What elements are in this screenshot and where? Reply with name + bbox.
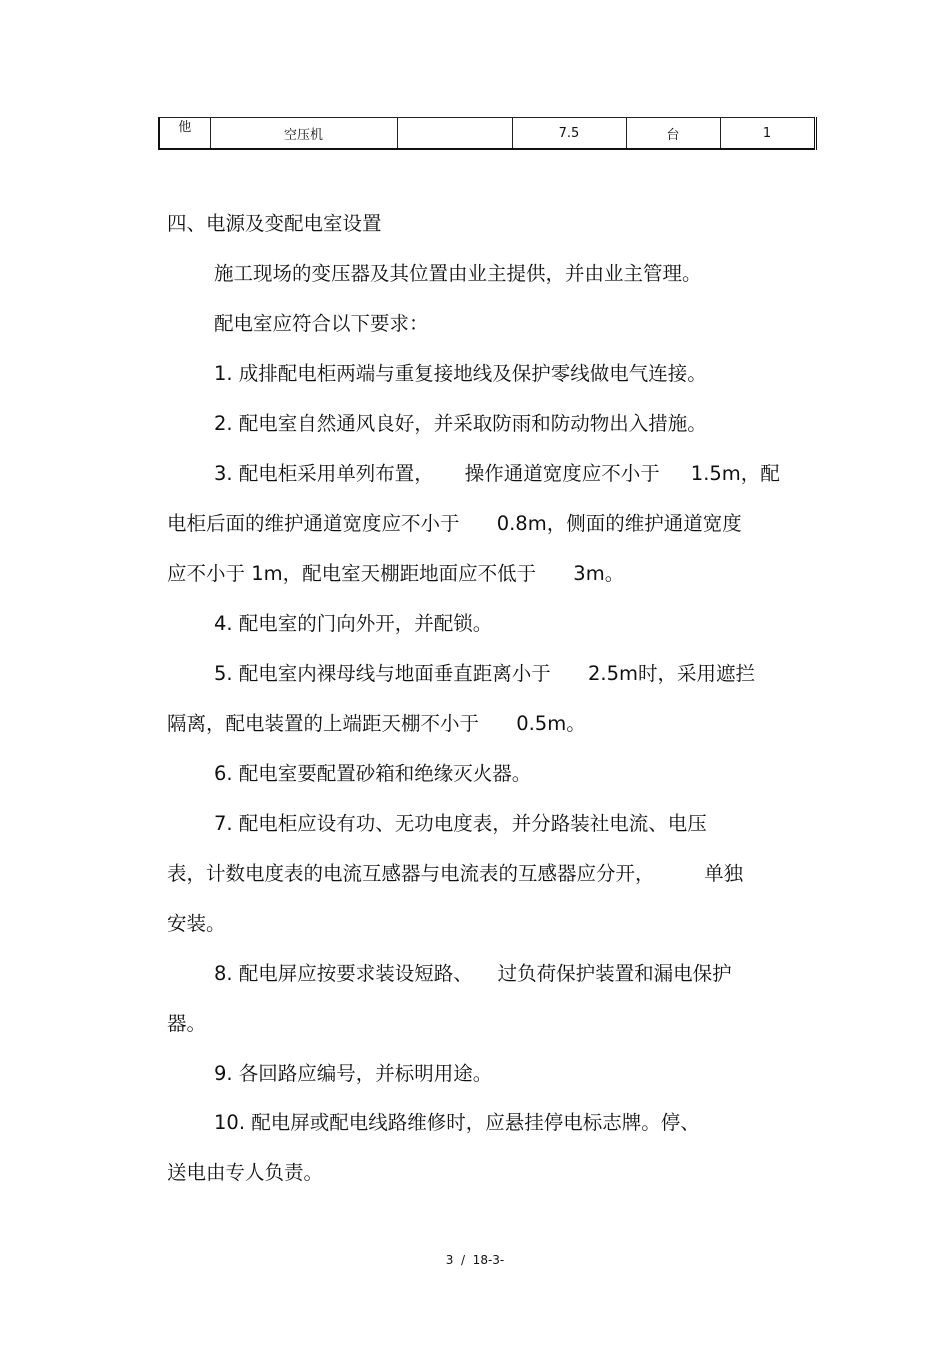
body-line: 表，计数电度表的电流互感器与电流表的互感器应分开， 单独: [167, 862, 744, 885]
table-cell-unit: 台: [626, 118, 720, 150]
body-line: 器。: [167, 1012, 207, 1035]
list-item: 5. 配电室内裸母线与地面垂直距离小于 2.5m时，采用遮拦: [214, 662, 756, 685]
body-line: 送电由专人负责。: [167, 1161, 324, 1184]
table-cell-power: 7.5: [512, 118, 626, 150]
list-item: 8. 配电屏应按要求装设短路、 过负荷保护装置和漏电保护: [214, 962, 732, 985]
body-line: 施工现场的变压器及其位置由业主提供，并由业主管理。: [214, 262, 702, 285]
list-item: 6. 配电室要配置砂箱和绝缘灭火器。: [214, 762, 532, 785]
list-item: 3. 配电柜采用单列布置， 操作通道宽度应不小于 1.5m，配: [214, 462, 780, 485]
table-cell-quantity: 1: [720, 118, 815, 150]
section-heading: 四、电源及变配电室设置: [167, 212, 382, 235]
list-item: 10. 配电屏或配电线路维修时，应悬挂停电标志牌。停、: [214, 1111, 700, 1134]
table-row: [159, 118, 815, 150]
body-line: 隔离，配电装置的上端距天棚不小于 0.5m。: [167, 712, 586, 735]
body-line: 应不小于 1m，配电室天棚距地面应不低于 3m。: [167, 562, 625, 585]
body-line: 电柜后面的维护通道宽度应不小于 0.8m，侧面的维护通道宽度: [167, 512, 742, 535]
body-line: 配电室应符合以下要求：: [214, 312, 429, 335]
list-item: 2. 配电室自然通风良好，并采取防雨和防动物出入措施。: [214, 412, 707, 435]
table-cell-model: [397, 118, 512, 150]
table-cell-equipment-name: 空压机: [210, 118, 397, 150]
list-item: 4. 配电室的门向外开，并配锁。: [214, 612, 493, 635]
table-cell-category: 他: [159, 118, 210, 150]
body-line: 安装。: [167, 912, 226, 935]
list-item: 9. 各回路应编号，并标明用途。: [214, 1062, 493, 1085]
list-item: 1. 成排配电柜两端与重复接地线及保护零线做电气连接。: [214, 362, 707, 385]
equipment-table: [158, 117, 817, 150]
list-item: 7. 配电柜应设有功、无功电度表，并分路装社电流、电压: [214, 812, 707, 835]
page-number: 3 / 18-3-: [445, 1253, 505, 1267]
